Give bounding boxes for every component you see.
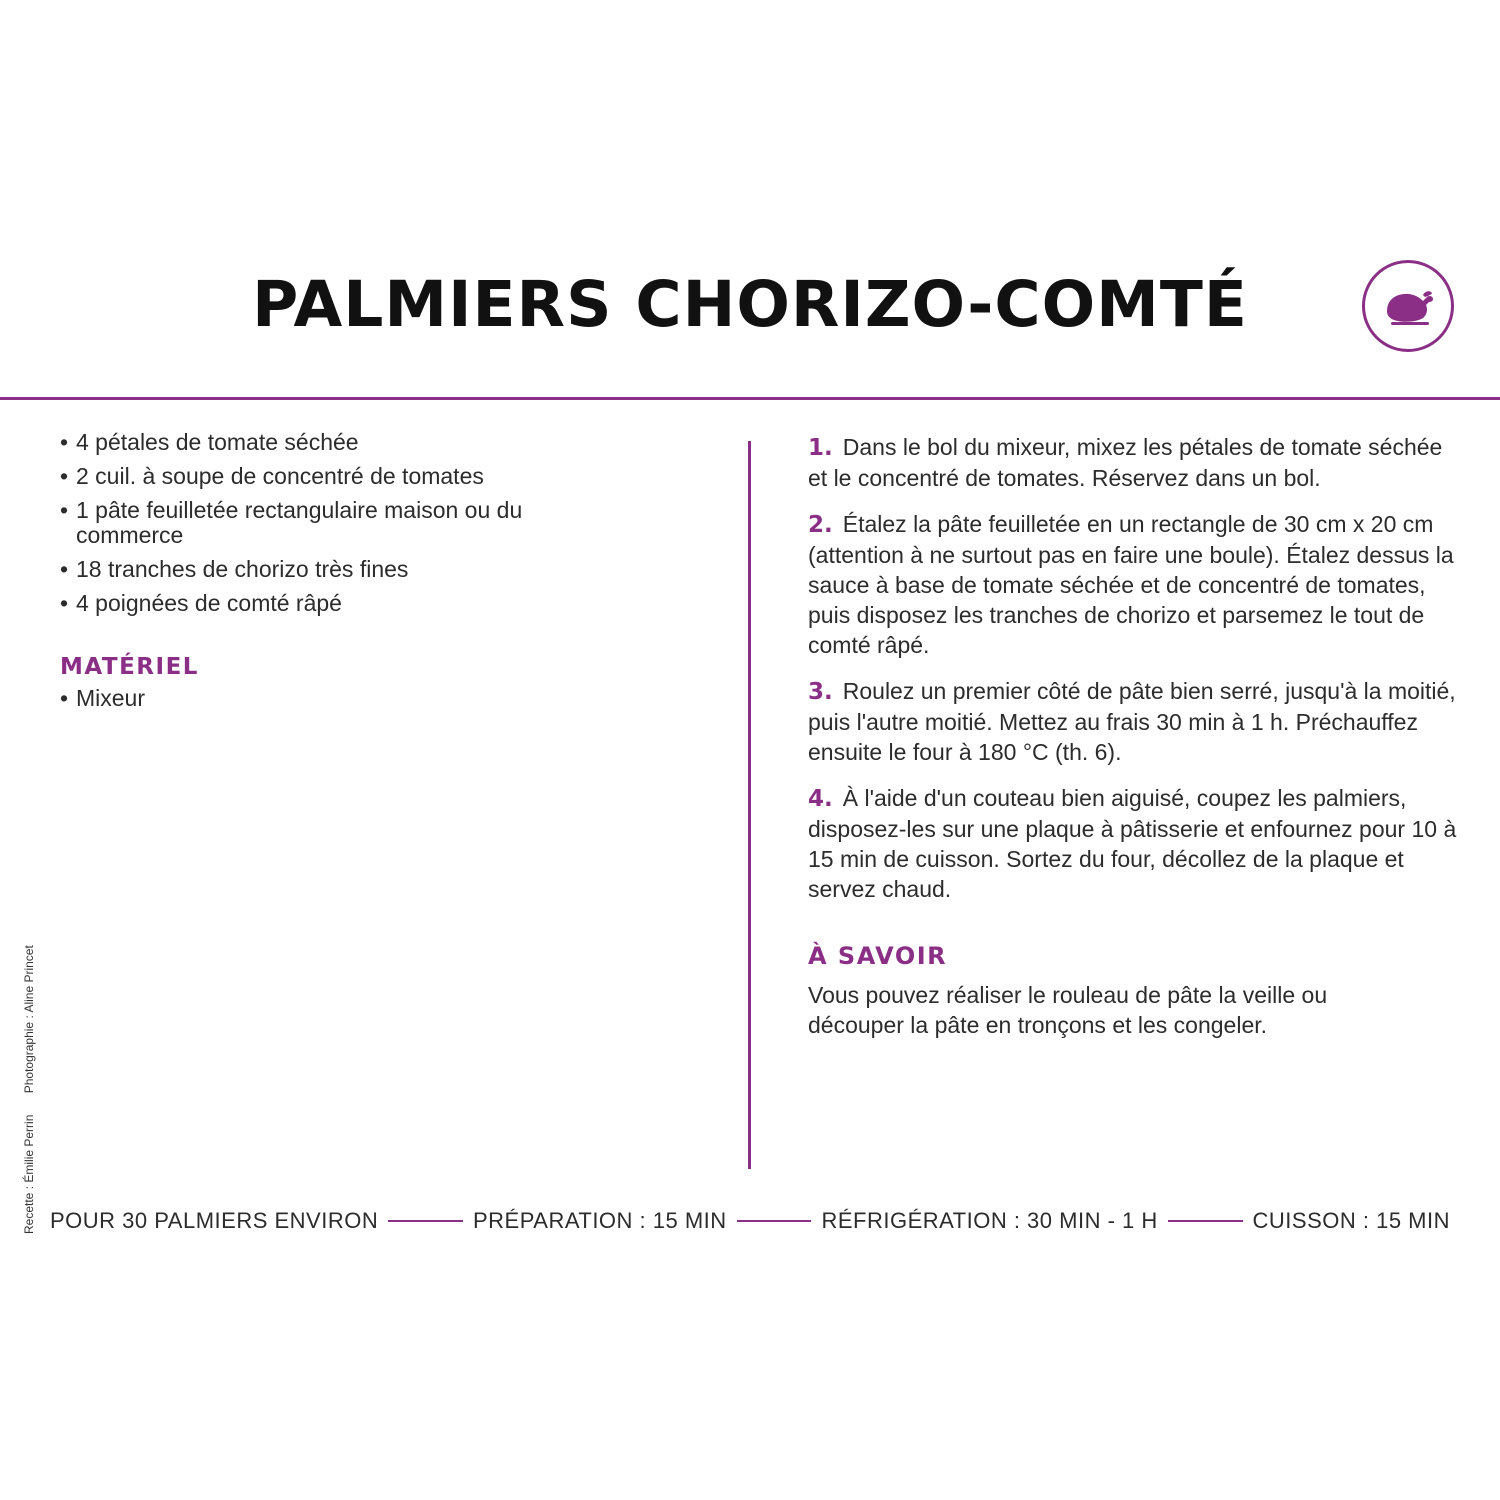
photo-credit: Photographie : Aline Princet [22, 945, 36, 1094]
step-text: Étalez la pâte feuilletée en un rectangle de 30 cm x 20 cm (attention à ne surtout pas en faire une boule). Étalez dessus la sauce à base de tomate séchée et de concentré de tomates, puis disposez les tranches de chorizo et parsemez le tout de comté râpé. [808, 511, 1454, 658]
list-item: • 1 pâte feuilletée rectangulaire maison ou du commerce [60, 498, 536, 548]
list-item: • 18 tranches de chorizo très fines [60, 557, 700, 582]
divider [737, 1220, 812, 1222]
step-number: 4. [808, 786, 833, 812]
list-item: • 4 pétales de tomate séchée [60, 430, 700, 455]
divider [1168, 1220, 1243, 1222]
cooking-time: CUISSON : 15 MIN [1252, 1208, 1451, 1233]
step-text: À l'aide d'un couteau bien aiguisé, coupez les palmiers, disposez-les sur une plaque à pâtisserie et enfournez pour 10 à 15 min de cuisson. Sortez du four, décollez de la plaque et servez chaud. [808, 785, 1457, 902]
step-2 [808, 509, 1458, 660]
page-title: PALMIERS CHORIZO-COMTÉ [252, 268, 1248, 341]
ingredients-column [60, 430, 700, 720]
divider [388, 1220, 463, 1222]
credits [22, 864, 36, 1234]
step-number: 3. [808, 679, 833, 705]
recipe-info-bar [50, 1208, 1450, 1234]
list-item: • 2 cuil. à soupe de concentré de tomates [60, 464, 700, 489]
materiel-list [60, 686, 700, 711]
refrigeration-time: RÉFRIGÉRATION : 30 MIN - 1 H [821, 1208, 1158, 1233]
step-1 [808, 432, 1458, 493]
steps-column [808, 432, 1458, 1040]
materiel-heading: MATÉRIEL [60, 654, 199, 680]
step-text: Dans le bol du mixeur, mixez les pétales de tomate séchée et le concentré de tomates. Réservez dans un bol. [808, 434, 1443, 491]
step-number: 1. [808, 435, 833, 461]
step-text: Roulez un premier côté de pâte bien serré, jusqu'à la moitié, puis l'autre moitié. Mettez au frais 30 min à 1 h. Préchauffez ensuite le four à 180 °C (th. 6). [808, 678, 1456, 765]
category-badge [1362, 260, 1454, 352]
step-number: 2. [808, 512, 833, 538]
preparation-time: PRÉPARATION : 15 MIN [473, 1208, 727, 1233]
step-4 [808, 783, 1458, 904]
header-divider [0, 397, 1500, 400]
step-3 [808, 676, 1458, 767]
list-item: • 4 poignées de comté râpé [60, 591, 700, 616]
savoir-heading: À SAVOIR [808, 942, 948, 970]
chicken-icon [1383, 285, 1437, 327]
recipe-credit: Recette : Émilie Perrin [22, 1114, 36, 1234]
list-item: • Mixeur [60, 686, 700, 711]
column-divider [748, 441, 751, 1169]
servings-label: POUR 30 PALMIERS ENVIRON [50, 1208, 379, 1233]
savoir-text: Vous pouvez réaliser le rouleau de pâte la veille ou découper la pâte en tronçons et les congeler. [808, 982, 1328, 1038]
ingredient-list [60, 430, 700, 616]
